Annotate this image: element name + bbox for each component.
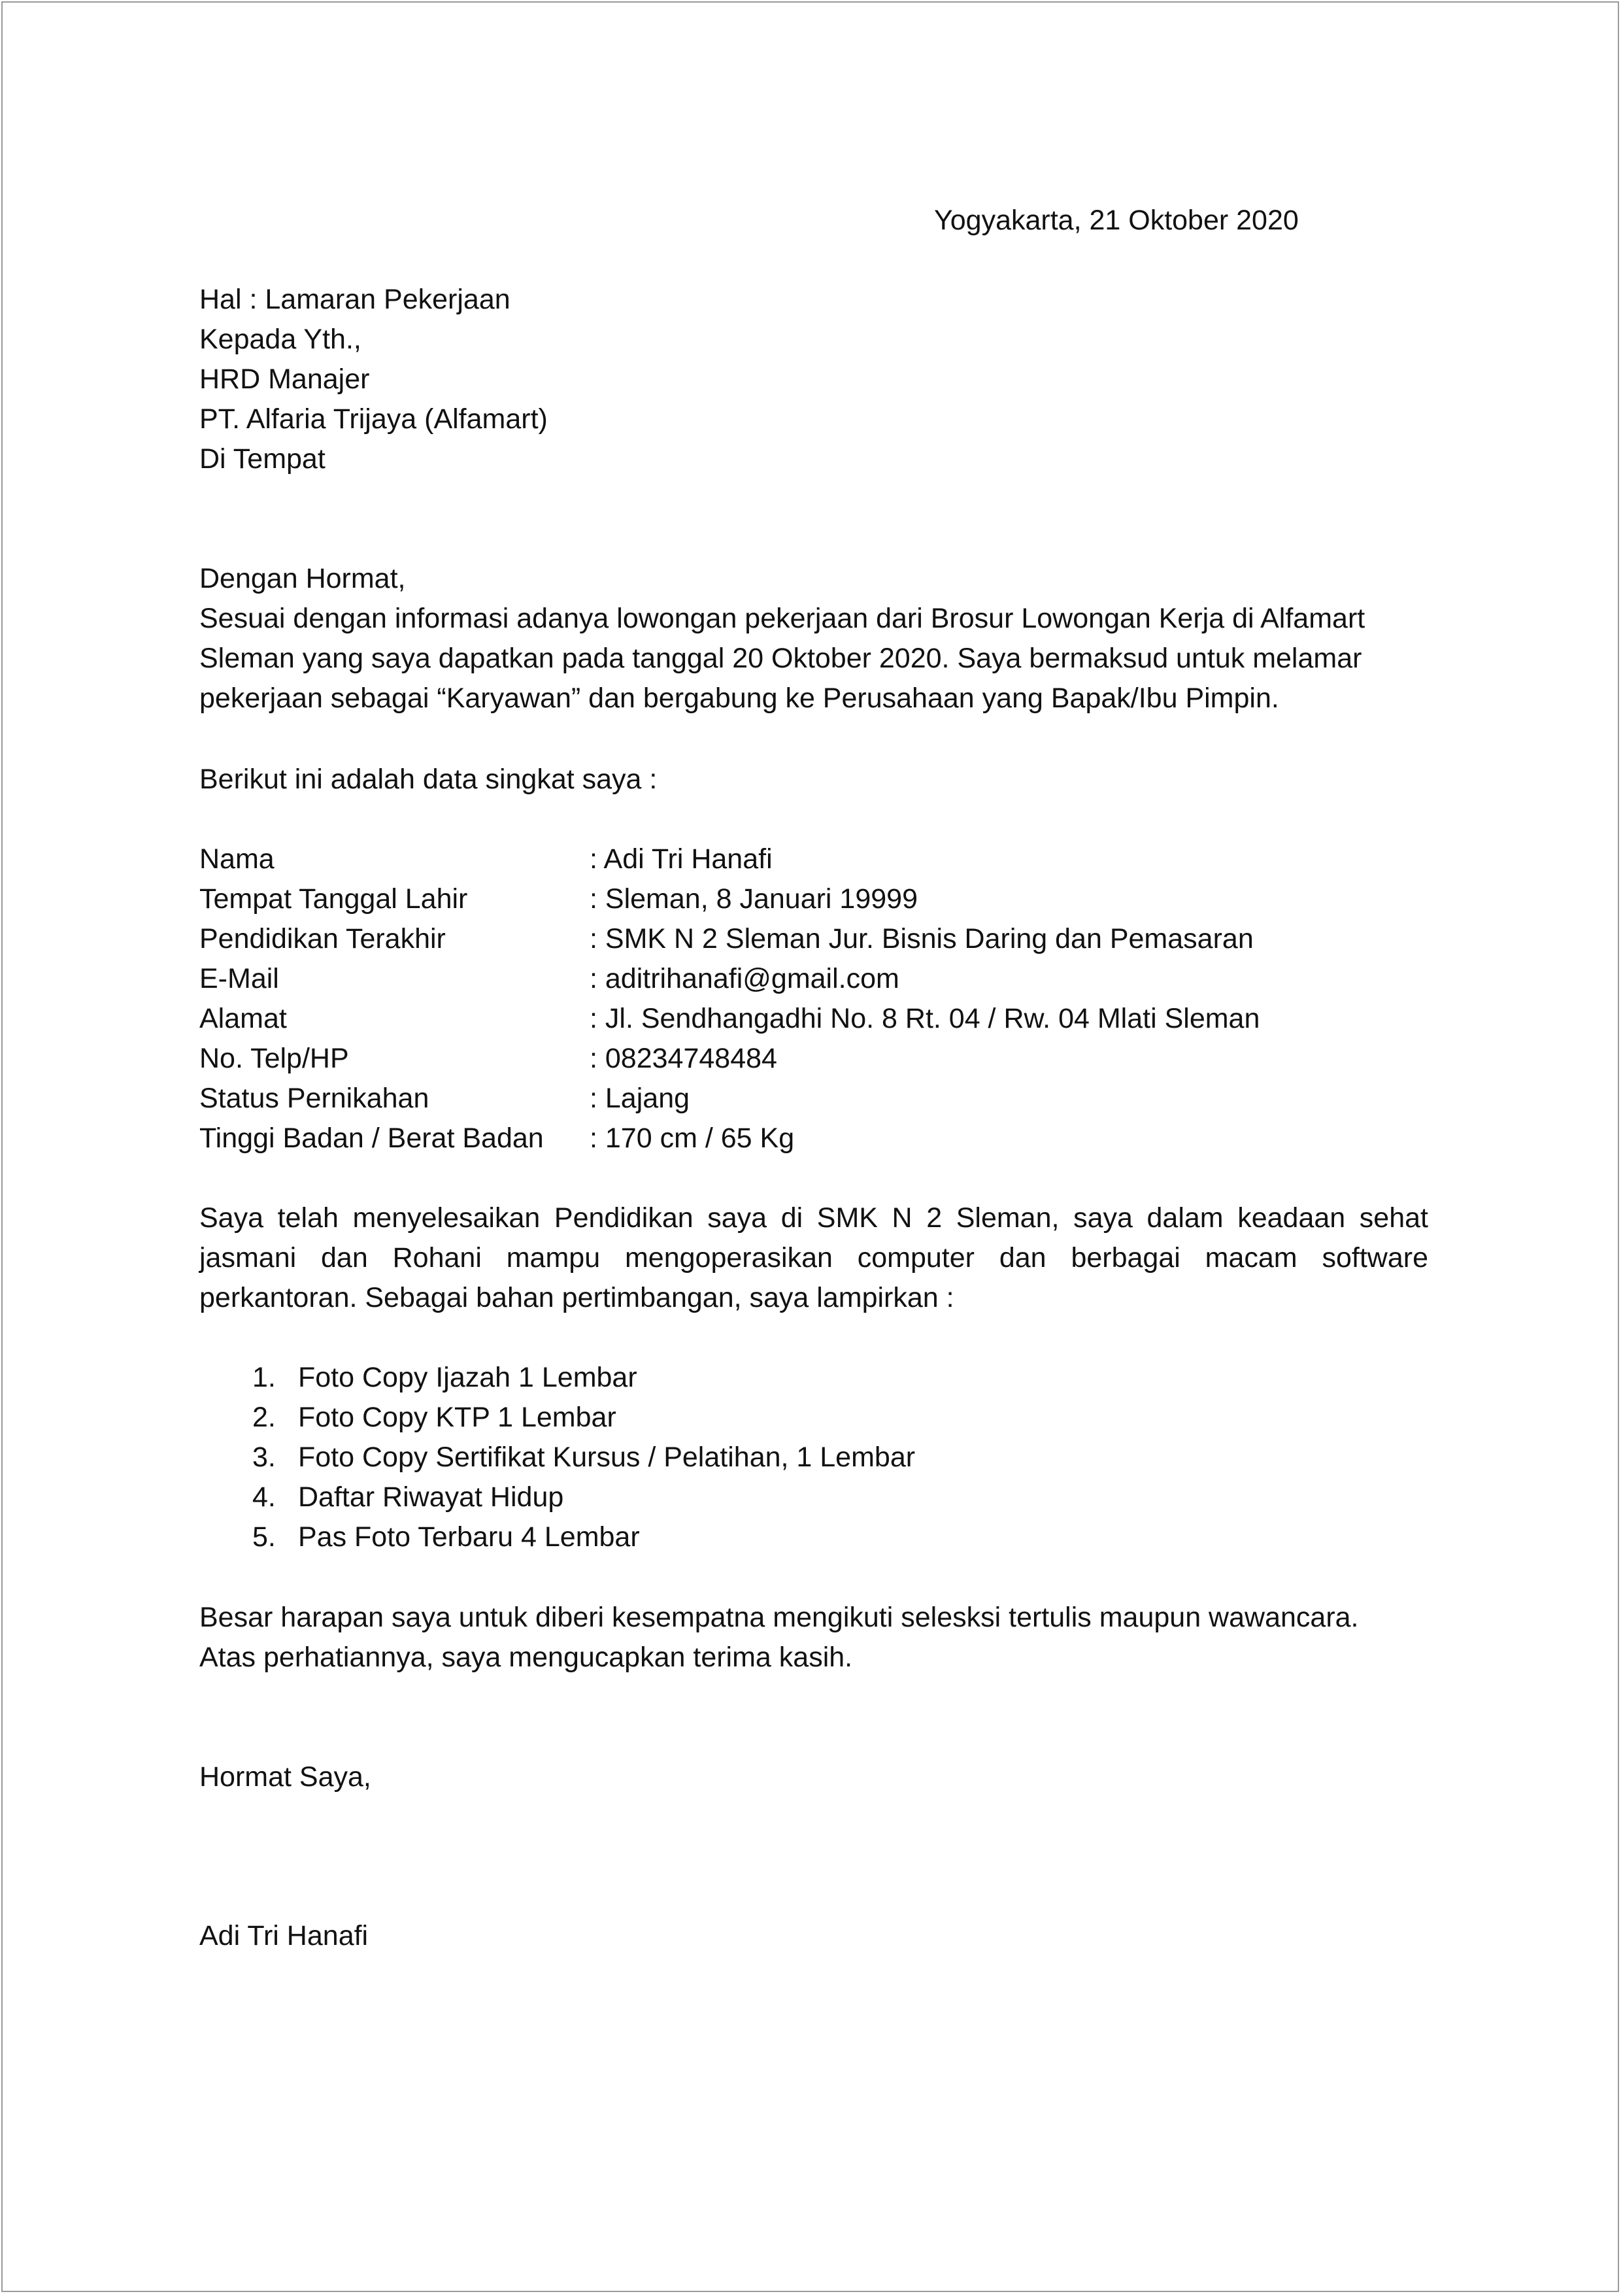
data-label: Status Pernikahan bbox=[199, 1083, 429, 1114]
data-label: Alamat bbox=[199, 1003, 287, 1034]
recipient-line: PT. Alfaria Trijaya (Alfamart) bbox=[199, 403, 548, 435]
recipient-line: HRD Manajer bbox=[199, 363, 370, 395]
list-item bbox=[199, 1517, 915, 1557]
list-number: 2. bbox=[252, 1402, 276, 1433]
opening-section bbox=[199, 559, 1428, 718]
recipient-line: Kepada Yth., bbox=[199, 324, 361, 355]
data-value: : 170 cm / 65 Kg bbox=[590, 1123, 795, 1154]
opening-line: Sleman yang saya dapatkan pada tanggal 20 Oktober 2020. Saya bermaksud untuk melamar bbox=[199, 643, 1362, 674]
sign-off: Hormat Saya, bbox=[199, 1761, 371, 1793]
list-text: Foto Copy Sertifikat Kursus / Pelatihan, 1 Lembar bbox=[298, 1442, 916, 1473]
data-label: E-Mail bbox=[199, 963, 279, 994]
list-text: Daftar Riwayat Hidup bbox=[298, 1481, 564, 1513]
list-number: 5. bbox=[252, 1521, 276, 1553]
list-item bbox=[199, 1438, 915, 1477]
personal-data-table bbox=[199, 839, 1260, 1158]
list-item bbox=[199, 1358, 915, 1398]
data-value: : Lajang bbox=[590, 1083, 690, 1114]
opening-line: pekerjaan sebagai “Karyawan” dan bergabung ke Perusahaan yang Bapak/Ibu Pimpin. bbox=[199, 683, 1279, 714]
table-row bbox=[199, 1119, 1260, 1158]
data-value: : Adi Tri Hanafi bbox=[590, 843, 773, 875]
data-label: Tempat Tanggal Lahir bbox=[199, 883, 468, 915]
data-label: No. Telp/HP bbox=[199, 1043, 349, 1074]
salutation: Dengan Hormat, bbox=[199, 563, 406, 594]
data-label: Tinggi Badan / Berat Badan bbox=[199, 1123, 544, 1154]
data-label: Nama bbox=[199, 843, 275, 875]
attachment-list bbox=[199, 1358, 915, 1557]
table-row bbox=[199, 999, 1260, 1039]
recipient-block bbox=[199, 280, 548, 479]
closing-line: Besar harapan saya untuk diberi kesempatna mengikuti selesksi tertulis maupun wawancara. bbox=[199, 1602, 1359, 1633]
list-text: Pas Foto Terbaru 4 Lembar bbox=[298, 1521, 640, 1553]
list-item bbox=[199, 1477, 915, 1517]
closing-line: Atas perhatiannya, saya mengucapkan terima kasih. bbox=[199, 1642, 853, 1673]
letter-date: Yogyakarta, 21 Oktober 2020 bbox=[934, 205, 1299, 236]
data-intro: Berikut ini adalah data singkat saya : bbox=[199, 764, 658, 795]
data-value: : 08234748484 bbox=[590, 1043, 777, 1074]
closing-section bbox=[199, 1598, 1428, 1678]
list-item bbox=[199, 1398, 915, 1438]
education-paragraph: Saya telah menyelesaikan Pendidikan saya di SMK N 2 Sleman, saya dalam keadaan sehat jasmani dan Rohani mampu mengoperasikan computer dan berbagai macam software perkantoran. Sebagai bahan pertimbangan, saya lampirkan : bbox=[199, 1202, 1428, 1313]
opening-line: Sesuai dengan informasi adanya lowongan pekerjaan dari Brosur Lowongan Kerja di Alfamart bbox=[199, 603, 1365, 634]
signer-name: Adi Tri Hanafi bbox=[199, 1920, 369, 1951]
data-value: : aditrihanafi@gmail.com bbox=[590, 963, 899, 994]
table-row bbox=[199, 959, 1260, 999]
table-row bbox=[199, 879, 1260, 919]
table-row bbox=[199, 839, 1260, 879]
data-value: : SMK N 2 Sleman Jur. Bisnis Daring dan Pemasaran bbox=[590, 923, 1254, 954]
list-text: Foto Copy Ijazah 1 Lembar bbox=[298, 1362, 637, 1393]
subject-line: Hal : Lamaran Pekerjaan bbox=[199, 284, 510, 315]
data-value: : Sleman, 8 Januari 19999 bbox=[590, 883, 918, 915]
data-label: Pendidikan Terakhir bbox=[199, 923, 446, 954]
recipient-line: Di Tempat bbox=[199, 443, 326, 475]
data-value: : Jl. Sendhangadhi No. 8 Rt. 04 / Rw. 04 Mlati Sleman bbox=[590, 1003, 1260, 1034]
list-number: 3. bbox=[252, 1442, 276, 1473]
table-row bbox=[199, 1079, 1260, 1119]
table-row bbox=[199, 919, 1260, 959]
list-text: Foto Copy KTP 1 Lembar bbox=[298, 1402, 616, 1433]
letter-page bbox=[1, 1, 1619, 2292]
table-row bbox=[199, 1039, 1260, 1079]
list-number: 4. bbox=[252, 1481, 276, 1513]
list-number: 1. bbox=[252, 1362, 276, 1393]
